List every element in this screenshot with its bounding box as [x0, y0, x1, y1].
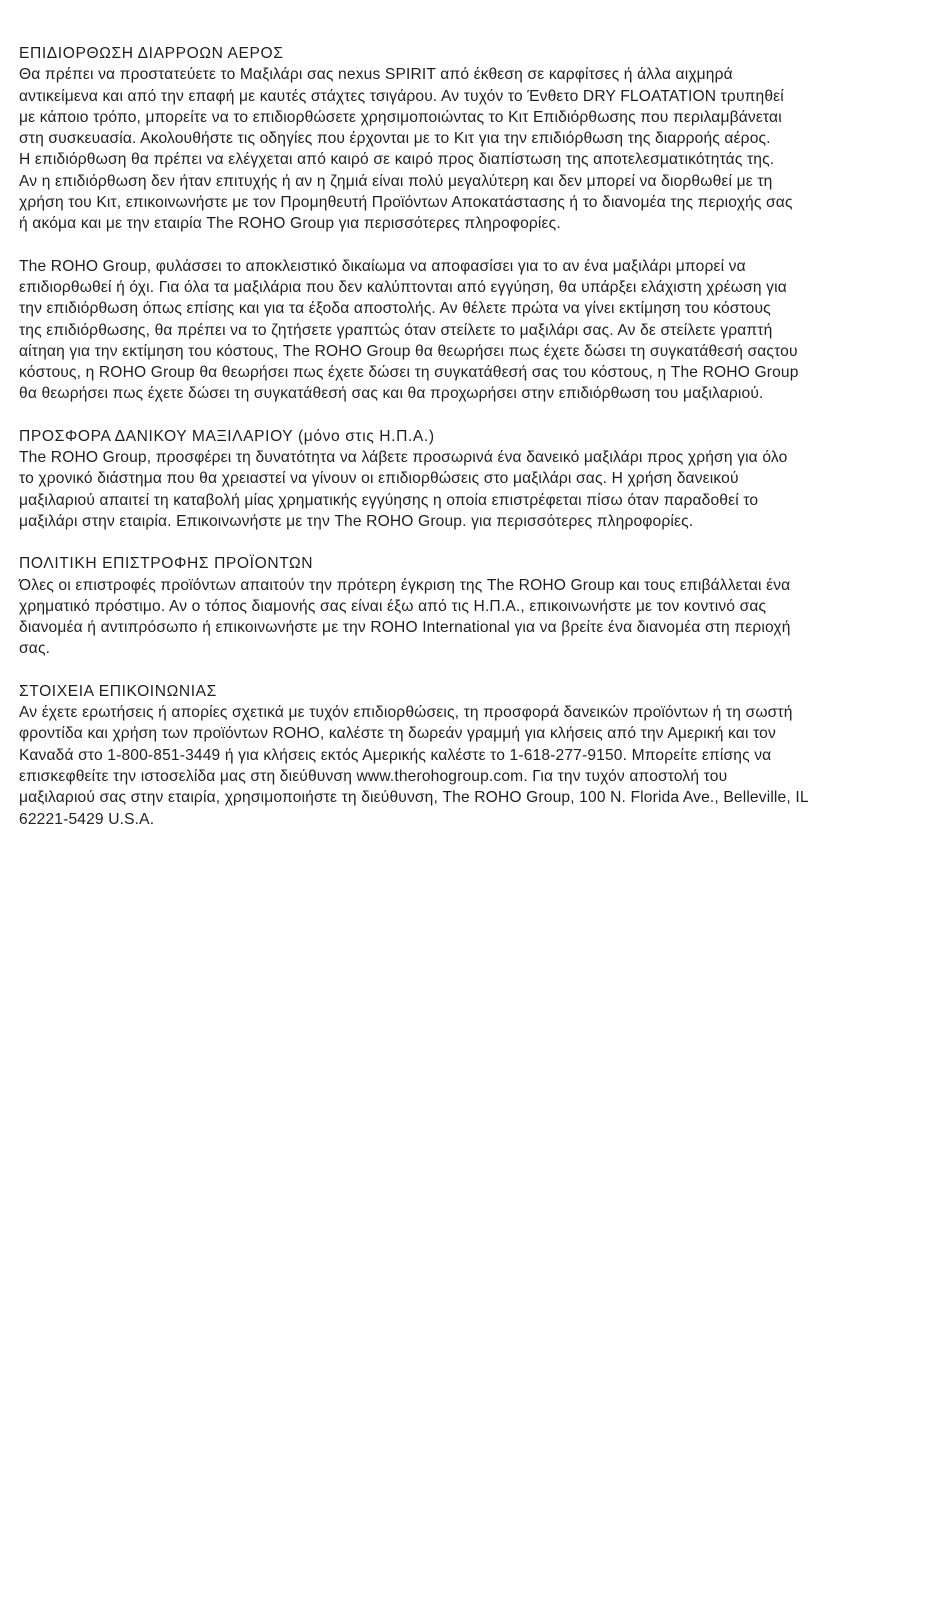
section-repair-rights — [19, 256, 939, 405]
section-heading: ΕΠΙΔΙΟΡΘΩΣΗ ΔΙΑΡΡΟΩΝ ΑΕΡΟΣ — [19, 45, 284, 62]
section-loaner-cushion — [19, 426, 939, 532]
section-contact-info — [19, 681, 939, 830]
paragraph-line: με κάποιο τρόπο, μπορείτε να το επιδιορθώσετε χρησιμοποιώντας το Κιτ Επιδιόρθωσης που περιλαμβάνεται — [19, 108, 782, 126]
paragraph-line: σας. — [19, 640, 51, 658]
paragraph-line: Η επιδιόρθωση θα πρέπει να ελέγχεται από καιρό σε καιρό προς διαπίστωση της αποτελεσματικότητάς της. — [19, 151, 775, 169]
paragraph-line: μαξιλάρι στην εταιρία. Επικοινωνήστε με την The ROHO Group. για περισσότερες πληροφορίες. — [19, 512, 694, 530]
section-heading: ΣΤΟΙΧΕΙΑ ΕΠΙΚΟΙΝΩΝΙΑΣ — [19, 682, 217, 700]
paragraph-line: Καναδά στο 1-800-851-3449 ή για κλήσεις εκτός Αμερικής καλέστε το 1-618-277-9150. Μπορείτε επίσης να — [19, 746, 772, 764]
paragraph-line: χρηματικό πρόστιμο. Αν ο τόπος διαμονής σας είναι έξω από τις Η.Π.Α., επικοινωνήστε με τον κοντινό σας — [19, 597, 767, 615]
paragraph-line: αίτηαη για την εκτίμηση του κόστους, The ROHO Group θα θεωρήσει πως έχετε δώσει τη συγκατάθεσή σαςτου — [19, 342, 798, 360]
paragraph-line: 62221-5429 U.S.A. — [19, 810, 155, 828]
paragraph-line: Όλες οι επιστροφές προϊόντων απαιτούν την πρότερη έγκριση της The ROHO Group και τους επιβάλλεται ένα — [19, 576, 791, 594]
paragraph-line: στη συσκευασία. Ακολουθήστε τις οδηγίες που έρχονται με το Κιτ για την επιδιόρθωση της διαρροής αέρος. — [19, 130, 771, 148]
section-air-leak-repair — [19, 43, 939, 235]
paragraph-line: επισκεφθείτε την ιστοσελίδα μας στη διεύθυνση www.therohogroup.com. Για την τυχόν αποστολή του — [19, 767, 728, 785]
paragraph-line: μαξιλαριού σας στην εταιρία, χρησιμοποιήστε τη διεύθυνση, The ROHO Group, 100 N. Florida Ave., Belleville, IL — [19, 789, 809, 807]
paragraph-line: επιδιορθωθεί ή όχι. Για όλα τα μαξιλάρια που δεν καλύπτονται από εγγύηση, θα υπάρξει ελάχιστη χρέωση για — [19, 278, 787, 296]
paragraph-line: φροντίδα και χρήση των προϊόντων ROHO, καλέστε τη δωρεάν γραμμή για κλήσεις από την Αμερική και τον — [19, 725, 776, 743]
paragraph-line: μαξιλαριού απαιτεί τη καταβολή μίας χρηματικής εγγύησης η οποία επιστρέφεται πίσω όταν παραδοθεί το — [19, 491, 759, 509]
document-page — [19, 43, 939, 851]
paragraph-line: The ROHO Group, προσφέρει τη δυνατότητα να λάβετε προσωρινά ένα δανεικό μαξιλάρι προς χρήση για όλο — [19, 449, 788, 467]
paragraph-line: θα θεωρήσει πως έχετε δώσει τη συγκατάθεσή σας και θα προχωρήσει στην επιδιόρθωση του μαξιλαριού. — [19, 385, 764, 403]
paragraph-line: αντικείμενα και από την επαφή με καυτές στάχτες τσιγάρου. Αν τυχόν το Ένθετο DRY FLOATATION τρυπηθεί — [19, 87, 784, 105]
paragraph-line: κόστους, η ROHO Group θα θεωρήσει πως έχετε δώσει τη συγκατάθεσή σας του κόστους, η The ROHO Group — [19, 364, 799, 382]
paragraph-line: Θα πρέπει να προστατεύετε το Μαξιλάρι σας nexus SPIRIT από έκθεση σε καρφίτσες ή άλλα αιχμηρά — [19, 66, 733, 84]
paragraph-line: το χρονικό διάστημα που θα χρειαστεί να γίνουν οι επιδιορθώσεις στο μαξιλάρι σας. Η χρήση δανεικού — [19, 470, 739, 488]
paragraph-line: της επιδιόρθωσης, θα πρέπει να το ζητήσετε γραπτώς όταν στείλετε το μαξιλάρι σας. Αν δε στείλετε γραπτή — [19, 321, 773, 339]
paragraph-line: διανομέα ή αντιπρόσωπο ή επικοινωνήστε με την ROHO International για να βρείτε ένα διανομέα στη περιοχή — [19, 619, 791, 637]
paragraph-line: The ROHO Group, φυλάσσει το αποκλειστικό δικαίωμα να αποφασίσει για το αν ένα μαξιλάρι μπορεί να — [19, 257, 746, 275]
paragraph-line: την επιδιόρθωση όπως επίσης και για τα έξοδα αποστολής. Αν θέλετε πρώτα να γίνει εκτίμηση του κόστους — [19, 300, 771, 318]
paragraph-line: ή ακόμα και με την εταιρία The ROHO Group για περισσότερες πληροφορίες. — [19, 215, 561, 233]
section-heading: ΠΟΛΙΤΙΚΗ ΕΠΙΣΤΡΟΦΗΣ ΠΡΟΪΟΝΤΩΝ — [19, 555, 314, 573]
paragraph-line: Αν έχετε ερωτήσεις ή απορίες σχετικά με τυχόν επιδιορθώσεις, τη προσφορά δανεικών προϊόντων ή τη σωστή — [19, 704, 793, 722]
paragraph-line: χρήση του Κιτ, επικοινωνήστε με τον Προμηθευτή Προϊόντων Αποκατάστασης ή το διανομέα της περιοχής σας — [19, 194, 793, 212]
paragraph-line: Αν η επιδιόρθωση δεν ήταν επιτυχής ή αν η ζημιά είναι πολύ μεγαλύτερη και δεν μπορεί να διορθωθεί με τη — [19, 172, 773, 190]
section-return-policy — [19, 553, 939, 659]
section-heading: ΠΡΟΣΦΟΡΑ ΔΑΝΙΚΟΥ ΜΑΞΙΛΑΡΙΟΥ (μόνο στις Η.Π.Α.) — [19, 427, 435, 445]
